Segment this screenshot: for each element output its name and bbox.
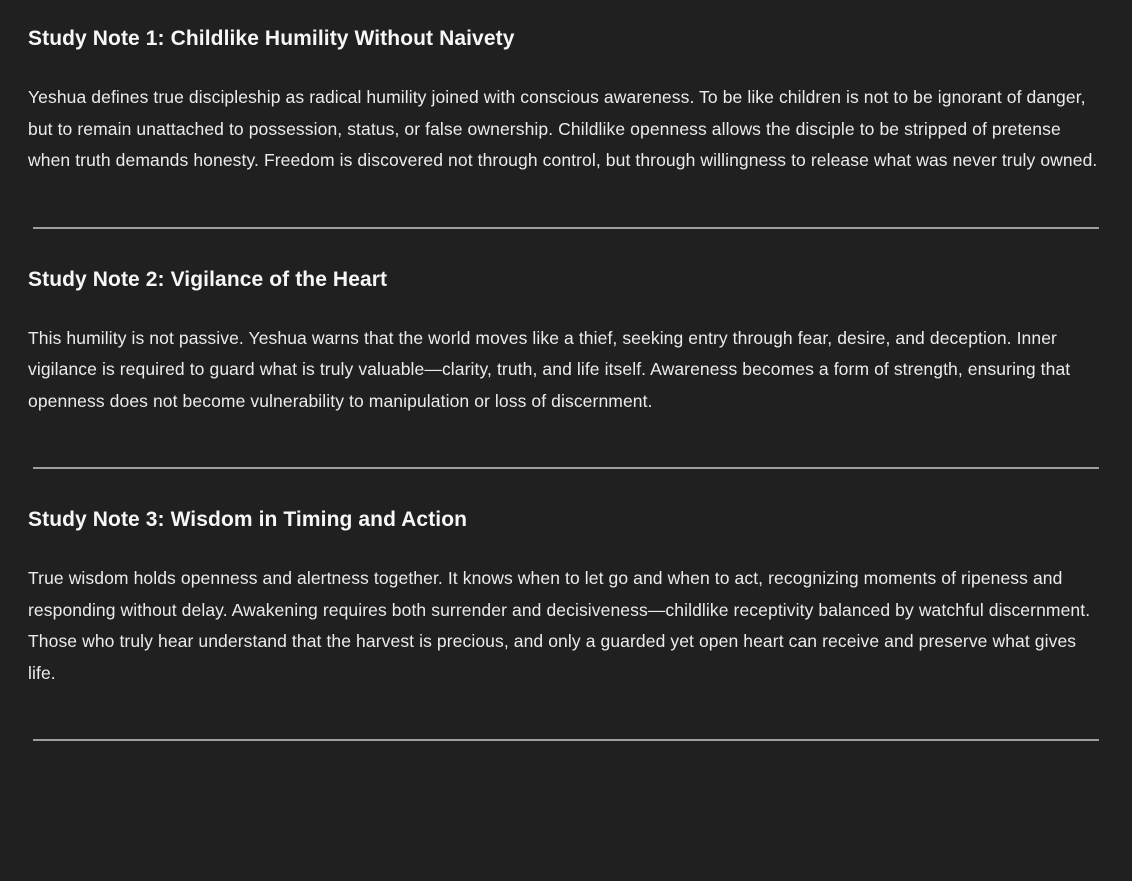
section-divider-2: [33, 467, 1099, 469]
study-note-1-body: Yeshua defines true discipleship as radical humility joined with conscious awareness. To be like children is not to be ignorant of danger, but to remain unattached to possession, status, or false ownership. Childlike openness allows the disciple to be stripped of pretense when truth demands honesty. Freedom is discovered not through control, but through willingness to release what was never truly owned.: [28, 87, 1098, 170]
section-divider-1: [33, 227, 1099, 229]
study-note-2-body: This humility is not passive. Yeshua warns that the world moves like a thief, seeking entry through fear, desire, and deception. Inner vigilance is required to guard what is truly valuable—clarity, truth, and life itself. Awareness becomes a form of strength, ensuring that openness does not become vulnerability to manipulation or loss of discernment.: [28, 327, 1071, 411]
study-note-3-heading: Study Note 3: Wisdom in Timing and Action: [28, 508, 468, 531]
study-note-section-3: [28, 506, 1104, 741]
study-note-section-2: [28, 266, 1104, 470]
study-note-2-heading: Study Note 2: Vigilance of the Heart: [28, 267, 388, 291]
study-note-1-heading: Study Note 1: Childlike Humility Without Naivety: [28, 27, 515, 50]
section-divider-3: [33, 739, 1099, 741]
study-note-section-1: [28, 25, 1104, 229]
study-note-3-body: True wisdom holds openness and alertness together. It knows when to let go and when to act, recognizing moments of ripeness and responding without delay. Awakening requires both surrender and decisiveness—childlike receptivity balanced by watchful discernment. Those who truly hear understand that the harvest is precious, and only a guarded yet open heart can receive and preserve what gives life.: [28, 568, 1091, 683]
